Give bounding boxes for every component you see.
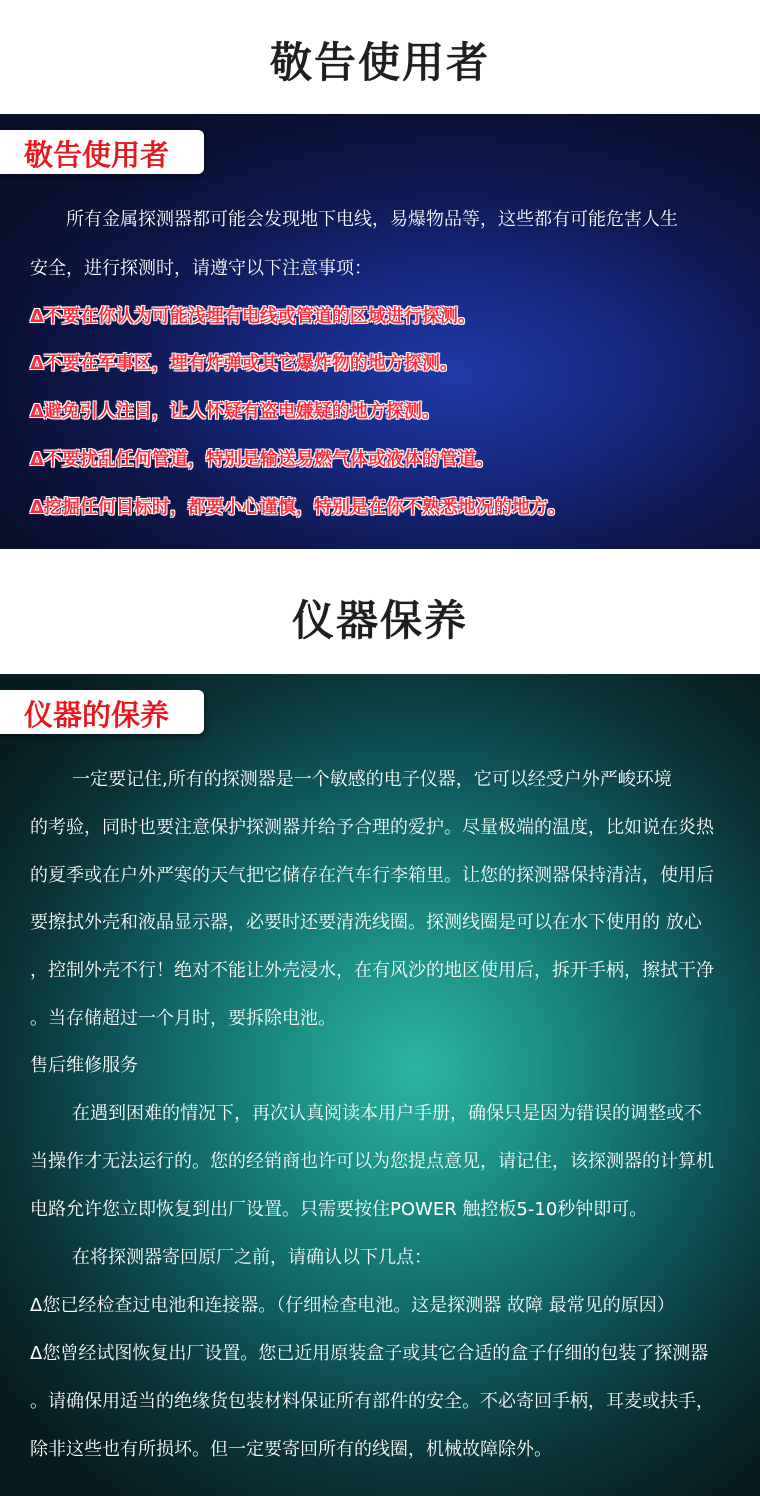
maintenance-line: 在遇到困难的情况下，再次认真阅读本用户手册，确保只是因为错误的调整或不 (72, 1103, 702, 1124)
maintenance-line: 的夏季或在户外严寒的天气把它储存在汽车行李箱里。让您的探测器保持清洁，使用后 (30, 865, 714, 886)
warning-item: Δ不要在你认为可能浅埋有电线或管道的区域进行探测。 (30, 306, 476, 327)
maintenance-line: 。请确保用适当的绝缘货包装材料保证所有部件的安全。不必寄回手柄，耳麦或扶手， (30, 1391, 714, 1412)
maintenance-line: 一定要记住,所有的探测器是一个敏感的电子仪器，它可以经受户外严峻环境 (72, 769, 672, 790)
maintenance-panel (0, 674, 760, 1496)
maintenance-line: ，控制外壳不行！绝对不能让外壳浸水，在有风沙的地区使用后，拆开手柄，擦拭干净 (30, 960, 714, 981)
checklist-item: Δ您已经检查过电池和连接器。（仔细检查电池。这是探测器 故障 最常见的原因） (30, 1295, 675, 1316)
warning-item: Δ避免引人注目，让人怀疑有盗电嫌疑的地方探测。 (30, 401, 440, 422)
maintenance-tag-label: 仪器的保养 (24, 698, 170, 732)
maintenance-line: 除非这些也有所损坏。但一定要寄回所有的线圈，机械故障除外。 (30, 1439, 552, 1460)
warning-panel (0, 114, 760, 549)
maintenance-line: 的考验，同时也要注意保护探测器并给予合理的爱护。尽量极端的温度，比如说在炎热 (30, 817, 714, 838)
maintenance-line: 。当存储超过一个月时，要拆除电池。 (30, 1008, 336, 1029)
maintenance-line: 要擦拭外壳和液晶显示器，必要时还要清洗线圈。探测线圈是可以在水下使用的 放心 (30, 912, 702, 933)
section-heading-warning: 敬告使用者 (269, 38, 490, 87)
warning-tag (0, 130, 204, 174)
maintenance-tag (0, 690, 204, 734)
maintenance-line: 电路允许您立即恢复到出厂设置。只需要按住POWER 触控板5-10秒钟即可。 (30, 1199, 648, 1220)
warning-item: Δ不要扰乱任何管道，特别是输送易燃气体或液体的管道。 (30, 449, 494, 470)
warning-item: Δ不要在军事区，埋有炸弹或其它爆炸物的地方探测。 (30, 353, 458, 374)
warning-intro-line: 安全，进行探测时，请遵守以下注意事项： (30, 258, 372, 279)
service-subheading: 售后维修服务 (30, 1055, 138, 1076)
warning-intro-line: 所有金属探测器都可能会发现地下电线，易爆物品等，这些都有可能危害人生 (66, 209, 678, 230)
maintenance-line: 当操作才无法运行的。您的经销商也许可以为您提点意见，请记住，该探测器的计算机 (30, 1151, 714, 1172)
maintenance-line: 在将探测器寄回原厂之前，请确认以下几点： (72, 1247, 432, 1268)
warning-item: Δ挖掘任何目标时，都要小心谨慎，特别是在你不熟悉地况的地方。 (30, 497, 566, 518)
checklist-item: Δ您曾经试图恢复出厂设置。您已近用原装盒子或其它合适的盒子仔细的包装了探测器 (30, 1343, 709, 1364)
section-heading-maintenance: 仪器保养 (291, 596, 468, 645)
warning-tag-label: 敬告使用者 (24, 138, 170, 172)
